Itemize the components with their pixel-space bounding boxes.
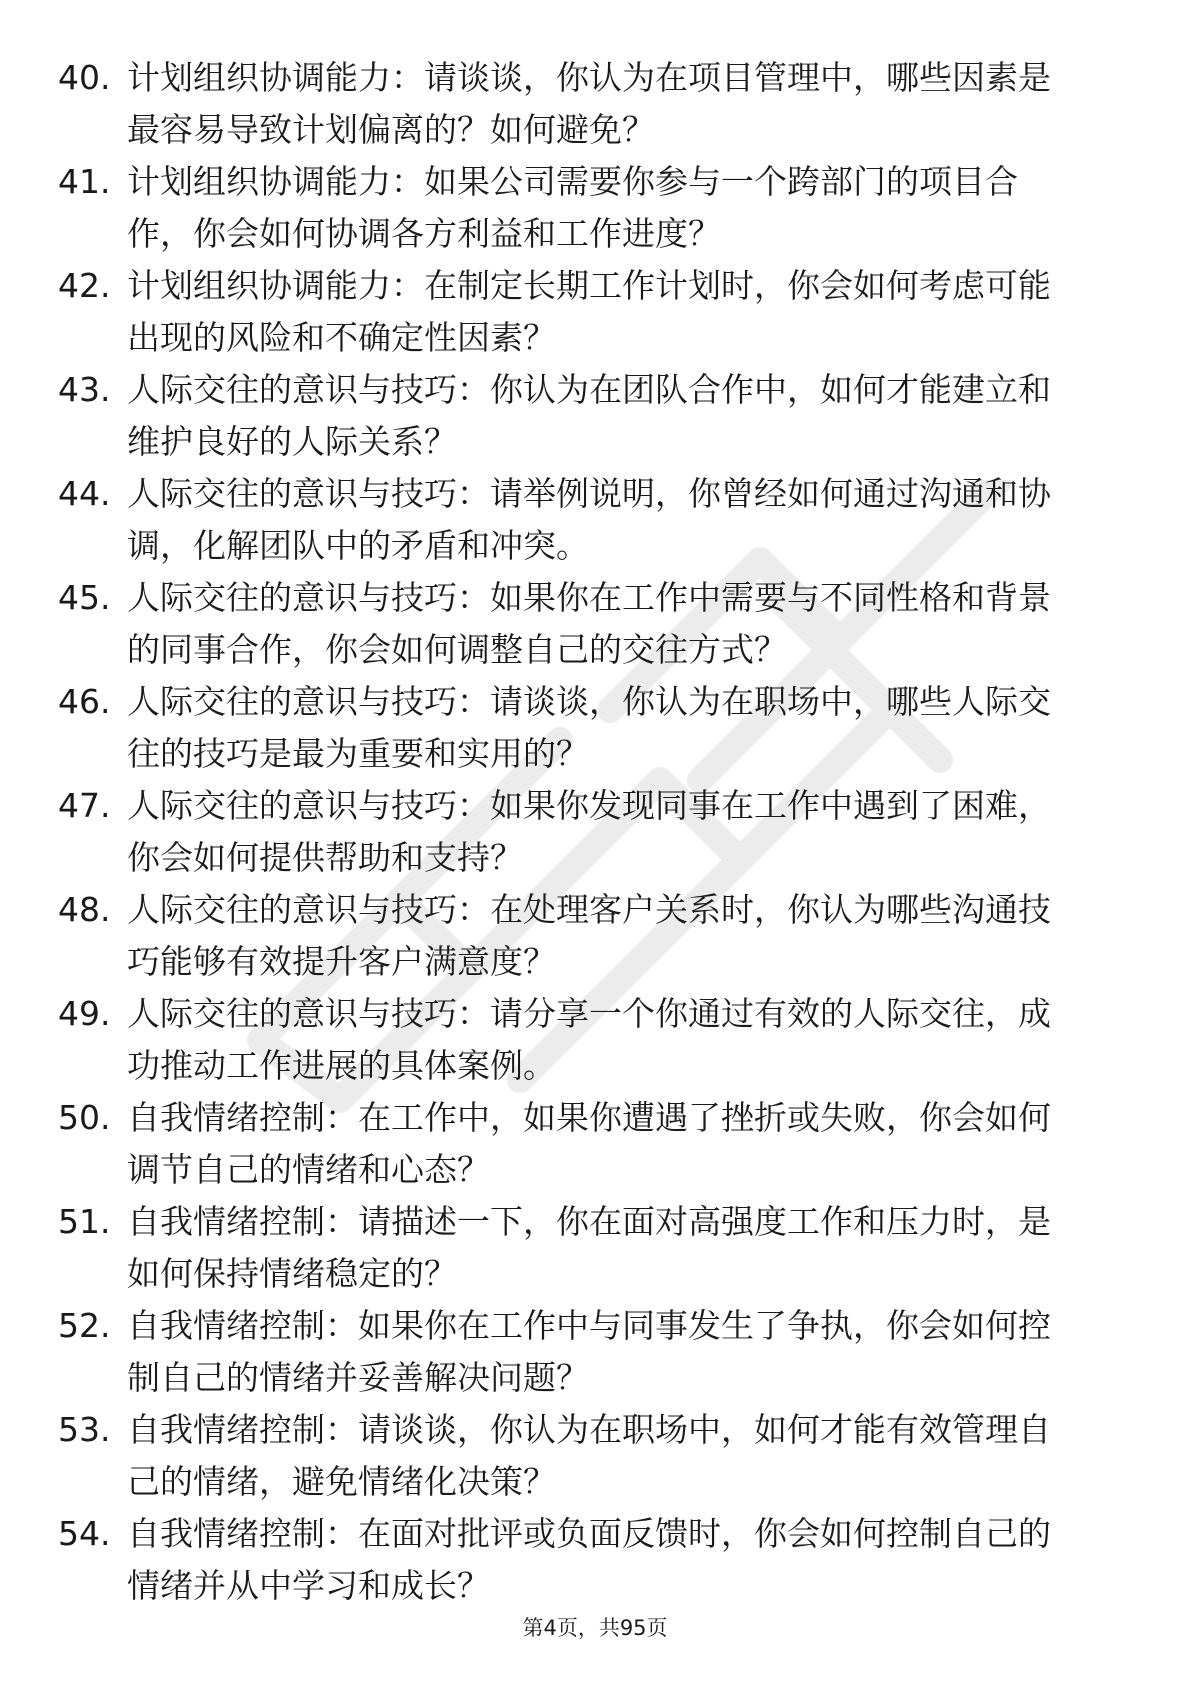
item-text-line: 人际交往的意识与技巧：请谈谈，你认为在职场中，哪些人际交 <box>127 682 1051 721</box>
item-text-line: 你会如何提供帮助和支持？ <box>127 838 523 877</box>
item-number: 48. <box>58 890 111 929</box>
item-number: 50. <box>58 1098 111 1137</box>
item-number: 53. <box>58 1410 111 1449</box>
item-text-line: 自我情绪控制：请谈谈，你认为在职场中，如何才能有效管理自 <box>127 1410 1051 1449</box>
item-text-line: 功推动工作进展的具体案例。 <box>127 1046 556 1085</box>
item-text <box>127 676 1127 780</box>
question-list <box>0 52 1190 1612</box>
item-number: 51. <box>58 1202 111 1241</box>
item-text-line: 自我情绪控制：如果你在工作中与同事发生了争执，你会如何控 <box>127 1306 1051 1345</box>
list-item <box>0 1508 1190 1612</box>
item-text-line: 往的技巧是最为重要和实用的？ <box>127 734 589 773</box>
item-number: 43. <box>58 370 111 409</box>
item-text <box>127 156 1127 260</box>
item-text-line: 计划组织协调能力：在制定长期工作计划时，你会如何考虑可能 <box>127 266 1051 305</box>
item-text-line: 调节自己的情绪和心态？ <box>127 1150 490 1189</box>
page-footer: 第4页，共95页 <box>522 1616 668 1640</box>
item-number: 41. <box>58 162 111 201</box>
item-text <box>127 52 1127 156</box>
list-item <box>0 364 1190 468</box>
item-text <box>127 884 1127 988</box>
list-item <box>0 988 1190 1092</box>
item-text-line: 人际交往的意识与技巧：请分享一个你通过有效的人际交往，成 <box>127 994 1051 1033</box>
list-item <box>0 52 1190 156</box>
item-text-line: 人际交往的意识与技巧：如果你发现同事在工作中遇到了困难， <box>127 786 1051 825</box>
item-text-line: 人际交往的意识与技巧：你认为在团队合作中，如何才能建立和 <box>127 370 1051 409</box>
item-text <box>127 1300 1127 1404</box>
list-item <box>0 260 1190 364</box>
item-text-line: 作，你会如何协调各方利益和工作进度？ <box>127 214 721 253</box>
item-text-line: 己的情绪，避免情绪化决策？ <box>127 1462 556 1501</box>
item-text <box>127 260 1127 364</box>
list-item <box>0 468 1190 572</box>
item-text-line: 计划组织协调能力：如果公司需要你参与一个跨部门的项目合 <box>127 162 1018 201</box>
item-text-line: 情绪并从中学习和成长？ <box>127 1566 490 1605</box>
item-number: 45. <box>58 578 111 617</box>
list-item <box>0 780 1190 884</box>
item-text-line: 自我情绪控制：请描述一下，你在面对高强度工作和压力时，是 <box>127 1202 1051 1241</box>
list-item <box>0 676 1190 780</box>
list-item <box>0 1196 1190 1300</box>
item-text-line: 人际交往的意识与技巧：在处理客户关系时，你认为哪些沟通技 <box>127 890 1051 929</box>
item-number: 42. <box>58 266 111 305</box>
item-text-line: 制自己的情绪并妥善解决问题？ <box>127 1358 589 1397</box>
item-text-line: 人际交往的意识与技巧：请举例说明，你曾经如何通过沟通和协 <box>127 474 1051 513</box>
item-text-line: 自我情绪控制：在面对批评或负面反馈时，你会如何控制自己的 <box>127 1514 1051 1553</box>
item-text <box>127 1196 1127 1300</box>
item-text-line: 自我情绪控制：在工作中，如果你遭遇了挫折或失败，你会如何 <box>127 1098 1051 1137</box>
item-number: 47. <box>58 786 111 825</box>
list-item <box>0 572 1190 676</box>
item-text-line: 维护良好的人际关系？ <box>127 422 457 461</box>
item-text <box>127 364 1127 468</box>
list-item <box>0 1092 1190 1196</box>
item-text <box>127 780 1127 884</box>
item-text-line: 计划组织协调能力：请谈谈，你认为在项目管理中，哪些因素是 <box>127 58 1051 97</box>
item-number: 46. <box>58 682 111 721</box>
item-number: 52. <box>58 1306 111 1345</box>
list-item <box>0 1300 1190 1404</box>
item-text <box>127 1508 1127 1612</box>
item-text <box>127 1092 1127 1196</box>
item-number: 40. <box>58 58 111 97</box>
item-text-line: 出现的风险和不确定性因素？ <box>127 318 556 357</box>
item-number: 54. <box>58 1514 111 1553</box>
list-item <box>0 884 1190 988</box>
item-text <box>127 988 1127 1092</box>
item-text <box>127 572 1127 676</box>
item-text-line: 巧能够有效提升客户满意度？ <box>127 942 556 981</box>
item-text <box>127 468 1127 572</box>
item-text-line: 调，化解团队中的矛盾和冲突。 <box>127 526 589 565</box>
item-text-line: 最容易导致计划偏离的？如何避免？ <box>127 110 655 149</box>
list-item <box>0 1404 1190 1508</box>
item-number: 44. <box>58 474 111 513</box>
item-text-line: 人际交往的意识与技巧：如果你在工作中需要与不同性格和背景 <box>127 578 1051 617</box>
item-text <box>127 1404 1127 1508</box>
list-item <box>0 156 1190 260</box>
item-text-line: 的同事合作，你会如何调整自己的交往方式？ <box>127 630 787 669</box>
item-number: 49. <box>58 994 111 1033</box>
item-text-line: 如何保持情绪稳定的？ <box>127 1254 457 1293</box>
